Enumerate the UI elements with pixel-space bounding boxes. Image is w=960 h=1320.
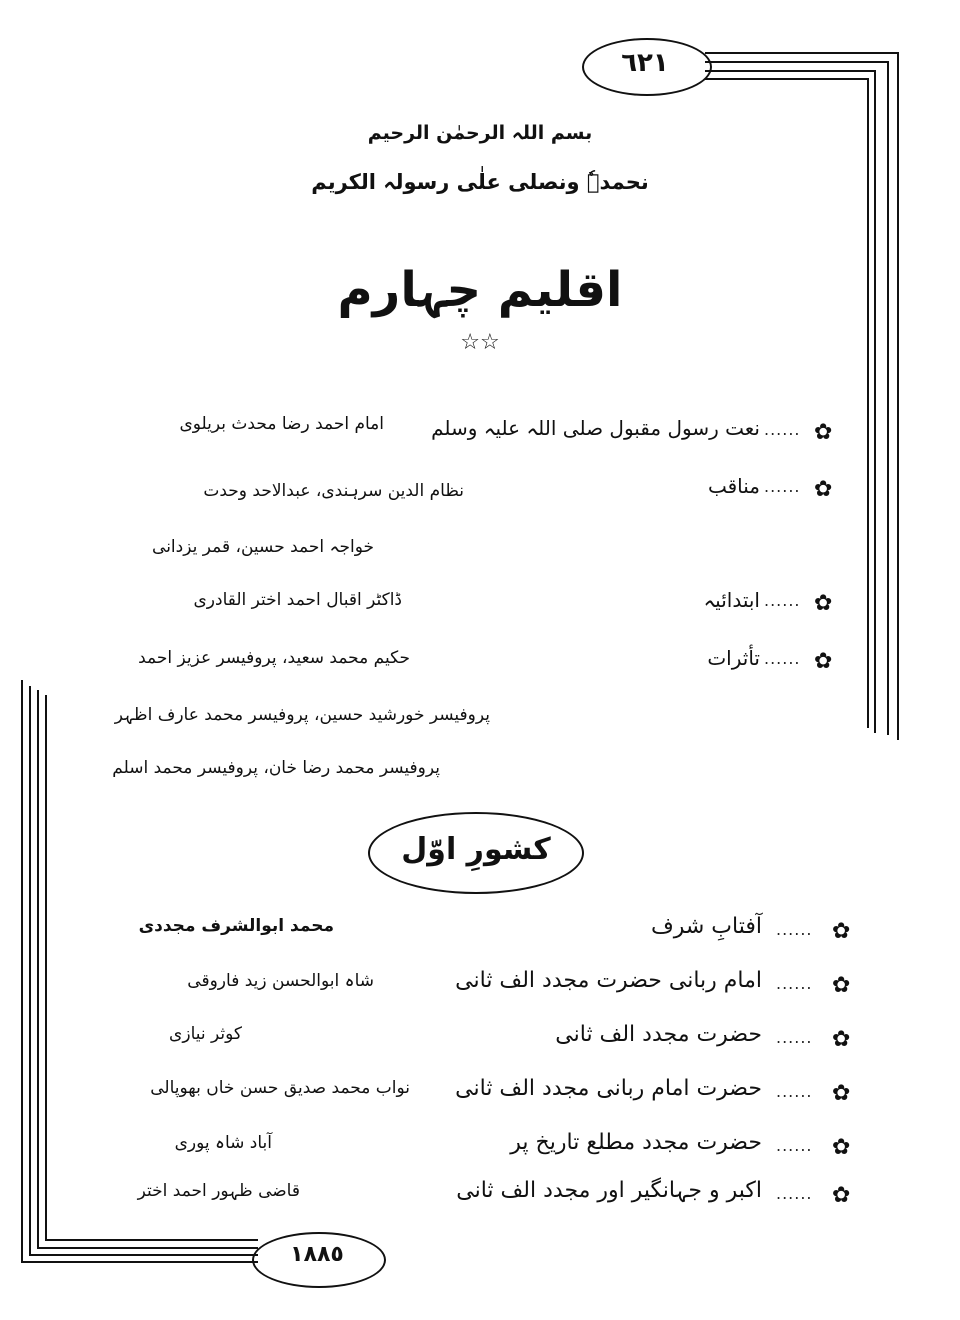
leader-dots: ...... — [776, 1184, 813, 1203]
entry-title: تأثرات — [707, 646, 760, 670]
entry-author: آباد شاہ پوری — [174, 1133, 272, 1153]
entry-author: نواب محمد صدیق حسن خاں بھوپالی — [150, 1078, 410, 1098]
entry-author: امام احمد رضا محدث بریلوی — [179, 414, 384, 434]
leader-dots: ...... — [764, 420, 801, 439]
entry-author: قاضی ظہور احمد اختر — [137, 1181, 300, 1201]
page-title: اقلیم چہارم — [337, 262, 623, 318]
leader-dots: ...... — [776, 1082, 813, 1101]
entry-author: ڈاکٹر اقبال احمد اختر القادری — [193, 590, 402, 610]
entry-author: کوثر نیازی — [169, 1024, 242, 1044]
entry-title: حضرت مجدد الف ثانی — [555, 1022, 762, 1047]
flower-bullet-icon: ✿ — [832, 1027, 851, 1052]
entry-title: حضرت مجدد مطلع تاریخ پر — [510, 1130, 762, 1155]
entry-title: حضرت امام ربانی مجدد الف ثانی — [455, 1076, 762, 1101]
salutation: نحمدہٗ ونصلی علٰی رسولہ الکریم — [311, 170, 649, 194]
leader-dots: ...... — [776, 1028, 813, 1047]
entry-title: نعت رسول مقبول صلی اللہ علیہ وسلم — [431, 416, 760, 440]
entry-author: محمد ابوالشرف مجددی — [138, 916, 334, 936]
flower-bullet-icon: ✿ — [814, 591, 833, 616]
decorative-stars: ☆☆ — [460, 330, 500, 355]
leader-dots: ...... — [776, 1136, 813, 1155]
flower-bullet-icon: ✿ — [832, 1081, 851, 1106]
entry-title: امام ربانی حضرت مجدد الف ثانی — [455, 968, 762, 993]
leader-dots: ...... — [776, 920, 813, 939]
entry-author: پروفیسر خورشید حسین، پروفیسر محمد عارف اظہر — [114, 705, 490, 725]
entry-author: پروفیسر محمد رضا خان، پروفیسر محمد اسلم — [112, 758, 440, 778]
entry-author: شاہ ابوالحسن زید فاروقی — [187, 971, 374, 991]
entry-title: آفتابِ شرف — [650, 914, 762, 939]
entry-title: اکبر و جہانگیر اور مجدد الف ثانی — [456, 1178, 762, 1203]
leader-dots: ...... — [764, 477, 801, 496]
leader-dots: ...... — [776, 974, 813, 993]
section-heading-oval — [368, 812, 584, 894]
flower-bullet-icon: ✿ — [832, 919, 851, 944]
entry-author: نظام الدین سرہندی، عبدالاحد وحدت — [203, 481, 464, 501]
flower-bullet-icon: ✿ — [814, 420, 833, 445]
leader-dots: ...... — [764, 591, 801, 610]
flower-bullet-icon: ✿ — [832, 973, 851, 998]
flower-bullet-icon: ✿ — [832, 1135, 851, 1160]
bismillah: بسم اللہ الرحمٰن الرحیم — [367, 122, 593, 144]
entry-title: مناقب — [707, 474, 760, 498]
entry-title: ابتدائیہ — [703, 588, 760, 612]
top-page-number: ٦٢١ — [621, 48, 669, 78]
flower-bullet-icon: ✿ — [814, 649, 833, 674]
entry-author: حکیم محمد سعید، پروفیسر عزیز احمد — [138, 648, 410, 668]
section-heading: کشورِ اوّل — [401, 832, 551, 867]
flower-bullet-icon: ✿ — [832, 1183, 851, 1208]
flower-bullet-icon: ✿ — [814, 477, 833, 502]
leader-dots: ...... — [764, 649, 801, 668]
entry-author: خواجہ احمد حسین، قمر یزدانی — [152, 537, 374, 557]
bottom-page-number: ١٨٨٥ — [290, 1242, 344, 1267]
